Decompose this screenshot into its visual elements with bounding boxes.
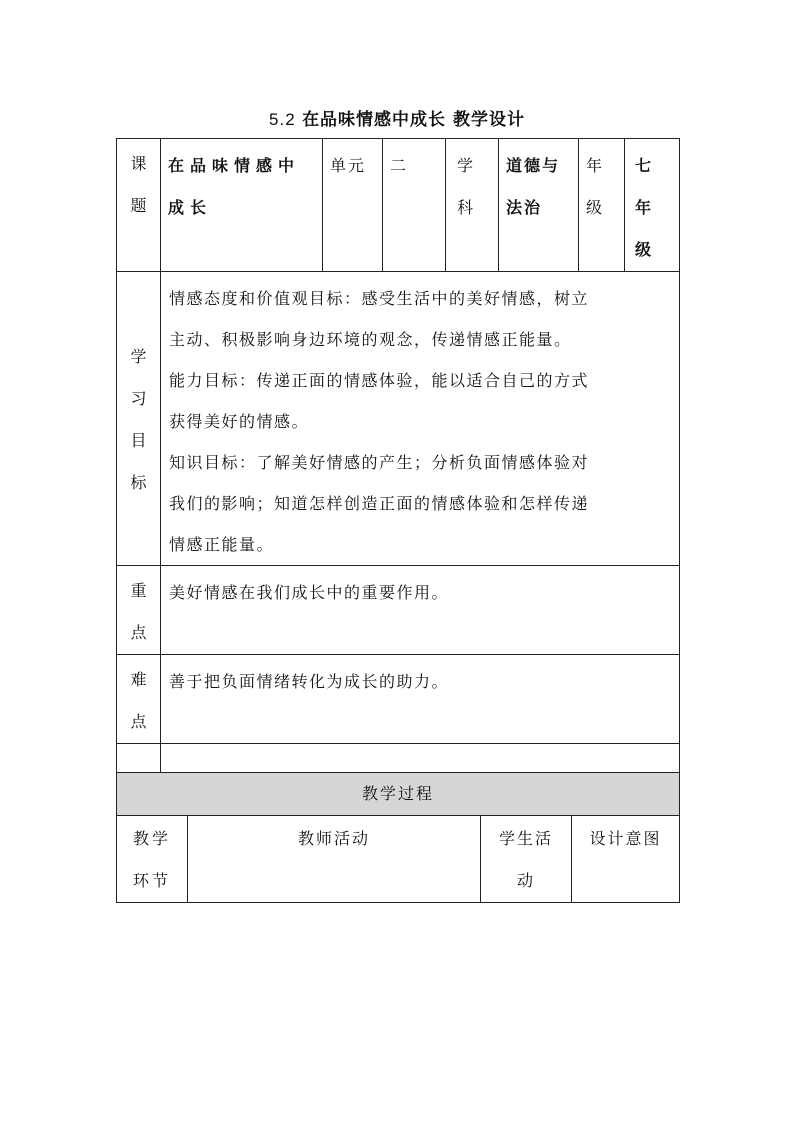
difficulty-label-2: 点 (130, 712, 147, 731)
unit-label-cell (323, 139, 383, 272)
grade-label-cell (579, 139, 625, 272)
grade-label-1: 年 (586, 156, 605, 175)
unit-value-cell (383, 139, 446, 272)
difficulty-row (117, 655, 680, 744)
key-point-content-cell (161, 566, 680, 655)
title-text: 在品味情感中成长 教学设计 (302, 110, 525, 130)
objectives-line: 知识目标：了解美好情感的产生；分析负面情感体验对 (169, 453, 590, 472)
objectives-line: 我们的影响；知道怎样创造正面的情感体验和怎样传递 (169, 494, 590, 513)
key-point-label-1: 重 (130, 581, 147, 600)
objectives-row (117, 272, 680, 566)
objectives-line: 获得美好的情感。 (169, 412, 310, 431)
col-student-1: 学生活 (498, 829, 553, 848)
key-point-label-2: 点 (130, 623, 147, 642)
grade-value-cell (625, 139, 680, 272)
difficulty-label-1: 难 (130, 670, 147, 689)
subject-label-1: 学 (457, 156, 476, 175)
unit-value: 二 (390, 156, 409, 175)
objectives-label-3: 目 (130, 431, 147, 450)
lesson-value-2: 成长 (168, 198, 213, 217)
col-teacher-cell (188, 816, 481, 903)
objectives-line: 情感正能量。 (169, 535, 275, 554)
objectives-content-cell (161, 272, 680, 566)
col-stage-cell (117, 816, 188, 903)
lesson-label-2: 题 (130, 196, 147, 215)
grade-value-3: 级 (635, 240, 654, 259)
header-row (117, 139, 680, 272)
col-student-2: 动 (516, 871, 535, 890)
key-point-row (117, 566, 680, 655)
subject-label-2: 科 (457, 198, 476, 217)
subject-value-1: 道德与 (506, 156, 561, 175)
col-stage-1: 教学 (132, 829, 171, 848)
grade-value-1: 七 (635, 156, 654, 175)
process-columns-row (117, 816, 680, 903)
col-student-cell (481, 816, 572, 903)
difficulty-label-cell (117, 655, 161, 744)
lesson-label-1: 课 (130, 154, 147, 173)
col-teacher: 教师活动 (297, 829, 370, 848)
objectives-line: 能力目标：传递正面的情感体验，能以适合自己的方式 (169, 371, 590, 390)
difficulty-content-cell (161, 655, 680, 744)
lesson-value-1: 在品味情感中 (168, 156, 301, 175)
lesson-info-table (116, 138, 680, 789)
subject-value-2: 法治 (506, 198, 543, 217)
page-title (0, 105, 794, 130)
objectives-label-cell (117, 272, 161, 566)
objectives-label-1: 学 (130, 347, 147, 366)
key-point-text: 美好情感在我们成长中的重要作用。 (169, 583, 450, 602)
lesson-label-cell (117, 139, 161, 272)
col-intent-cell (572, 816, 680, 903)
objectives-line: 情感态度和价值观目标：感受生活中的美好情感，树立 (169, 289, 590, 308)
subject-label-cell (446, 139, 499, 272)
process-heading: 教学过程 (117, 773, 680, 816)
lesson-value-cell (161, 139, 323, 272)
key-point-label-cell (117, 566, 161, 655)
col-stage-2: 环节 (132, 871, 171, 890)
grade-value-2: 年 (635, 198, 654, 217)
title-number: 5.2 (269, 110, 296, 129)
objectives-line: 主动、积极影响身边环境的观念，传递情感正能量。 (169, 330, 572, 349)
subject-value-cell (499, 139, 579, 272)
objectives-label-2: 习 (130, 389, 147, 408)
unit-label: 单元 (330, 156, 367, 175)
difficulty-text: 善于把负面情绪转化为成长的助力。 (169, 672, 450, 691)
grade-label-2: 级 (586, 198, 605, 217)
teaching-process-table (116, 772, 680, 903)
process-heading-row (117, 773, 680, 816)
col-intent: 设计意图 (589, 829, 662, 848)
objectives-label-4: 标 (130, 473, 147, 492)
